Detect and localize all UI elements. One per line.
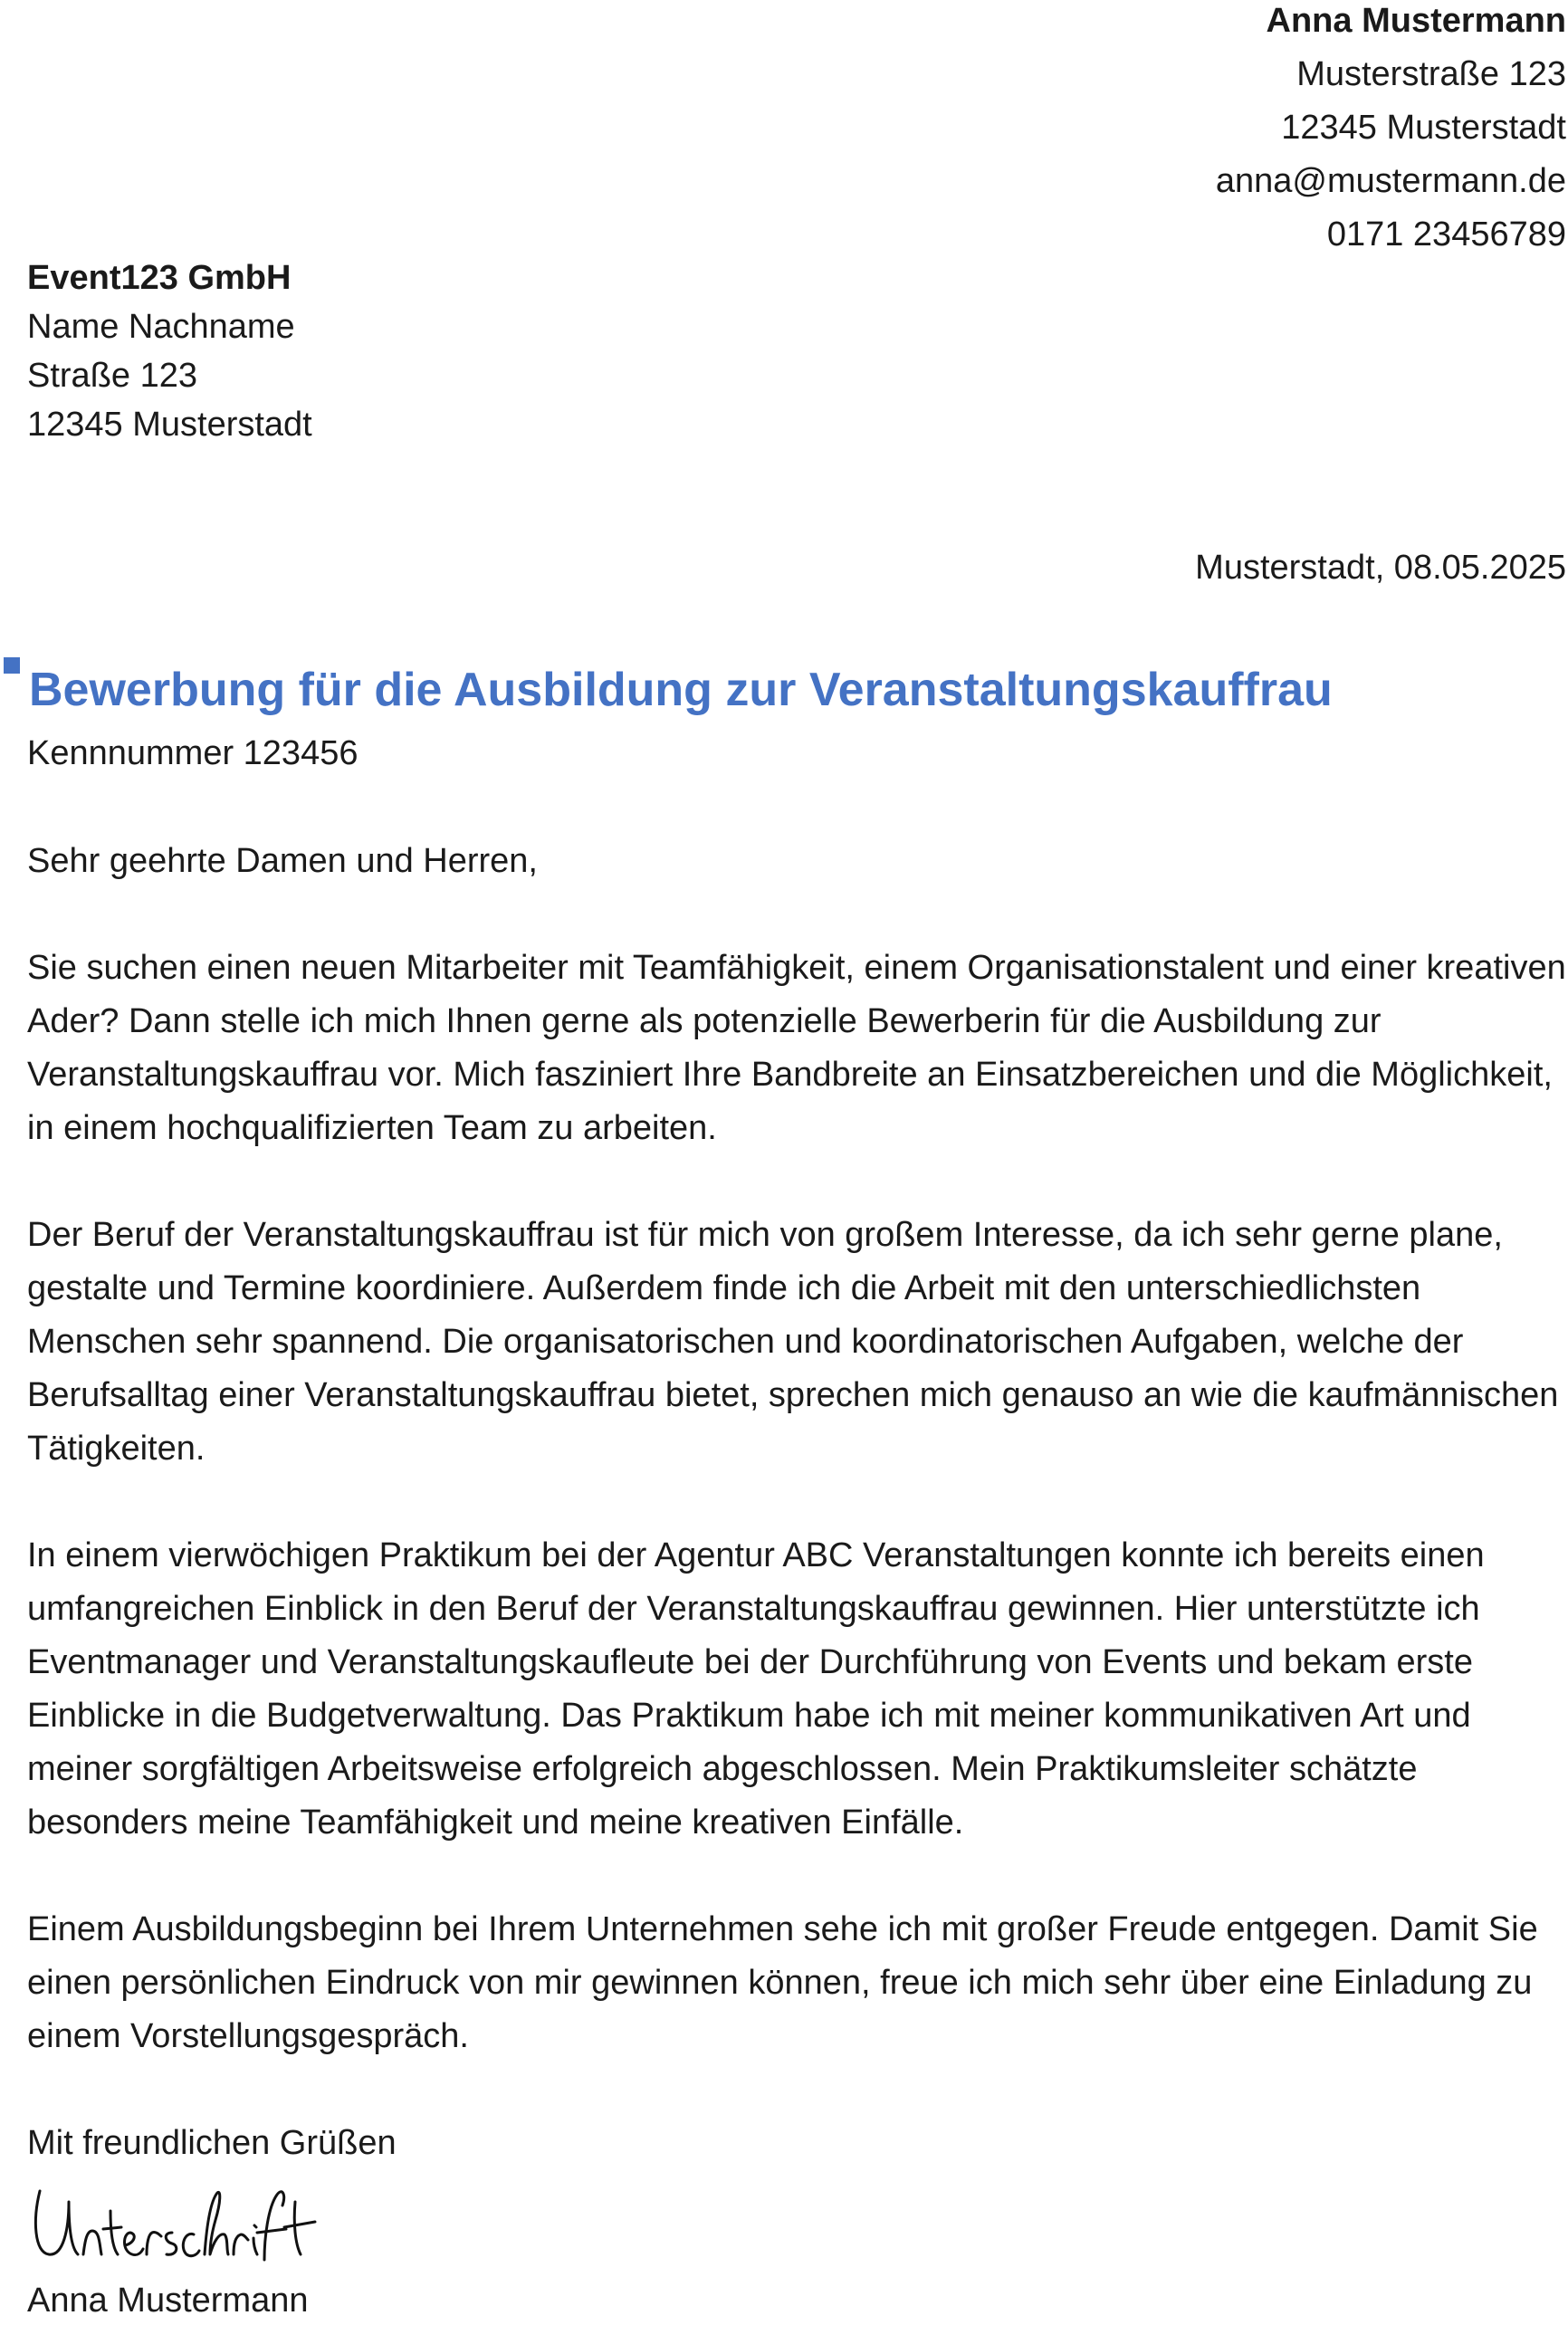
sender-name: Anna Mustermann — [1266, 2, 1566, 40]
reference-number: Kennnummer 123456 — [27, 734, 359, 772]
recipient-address — [27, 254, 312, 449]
recipient-street: Straße 123 — [27, 357, 197, 395]
recipient-city: 12345 Musterstadt — [27, 406, 312, 444]
handwritten-signature — [27, 2175, 326, 2265]
letter-date: Musterstadt, 08.05.2025 — [1195, 549, 1566, 587]
recipient-contact: Name Nachname — [27, 308, 295, 346]
letter-subject: Bewerbung für die Ausbildung zur Veranstaltungskauffrau — [29, 664, 1333, 716]
sender-address — [1216, 0, 1566, 262]
sender-city: 12345 Musterstadt — [1281, 109, 1566, 147]
paragraph-1: Sie suchen einen neuen Mitarbeiter mit Teamfähigkeit, einem Organisationstalent und einer kreativen Ader? Dann stelle ich mich Ihnen gerne als potenzielle Bewerberin für die Ausbildung zur Veranstaltungskauffrau vor. Mich fasziniert Ihre Bandbreite an Einsatzbereichen und die Möglichkeit, in einem hochqualifizierten Team zu arbeiten. — [27, 949, 1566, 1147]
heading-marker — [4, 657, 20, 674]
paragraph-2: Der Beruf der Veranstaltungskauffrau ist für mich von großem Interesse, da ich sehr gerne plane, gestalte und Termine koordiniere. Außerdem finde ich die Arbeit mit den unterschiedlichsten Menschen sehr spannend. Die organisatorischen und koordinatorischen Aufgaben, welche der Berufsalltag einer Veranstaltungskauffrau bietet, sprechen mich genauso an wie die kaufmännischen Tätigkeiten. — [27, 1216, 1559, 1468]
closing: Mit freundlichen Grüßen — [27, 2124, 397, 2162]
sender-phone: 0171 23456789 — [1326, 215, 1566, 254]
paragraph-3: In einem vierwöchigen Praktikum bei der Agentur ABC Veranstaltungen konnte ich bereits einen umfangreichen Einblick in den Beruf der Veranstaltungskauffrau gewinnen. Hier unterstützte ich Eventmanager und Veranstaltungskaufleute bei der Durchführung von Events und bekam erste Einblicke in die Budgetverwaltung. Das Praktikum habe ich mit meiner kommunikativen Art und meiner sorgfältigen Arbeitsweise erfolgreich abgeschlossen. Mein Praktikumsleiter schätzte besonders meine Teamfähigkeit und meine kreativen Einfälle. — [27, 1536, 1485, 1842]
salutation: Sehr geehrte Damen und Herren, — [27, 842, 538, 880]
sender-street: Musterstraße 123 — [1296, 55, 1566, 93]
letter-body — [27, 835, 1568, 2224]
recipient-company: Event123 GmbH — [27, 259, 292, 297]
sender-email: anna@mustermann.de — [1215, 162, 1566, 200]
paragraph-4: Einem Ausbildungsbeginn bei Ihrem Unternehmen sehe ich mit großer Freude entgegen. Damit Sie einen persönlichen Eindruck von mir gewinnen können, freue ich mich sehr über eine Einladung zu einem Vorstellungsgespräch. — [27, 1910, 1538, 2055]
signer-name: Anna Mustermann — [27, 2282, 309, 2320]
